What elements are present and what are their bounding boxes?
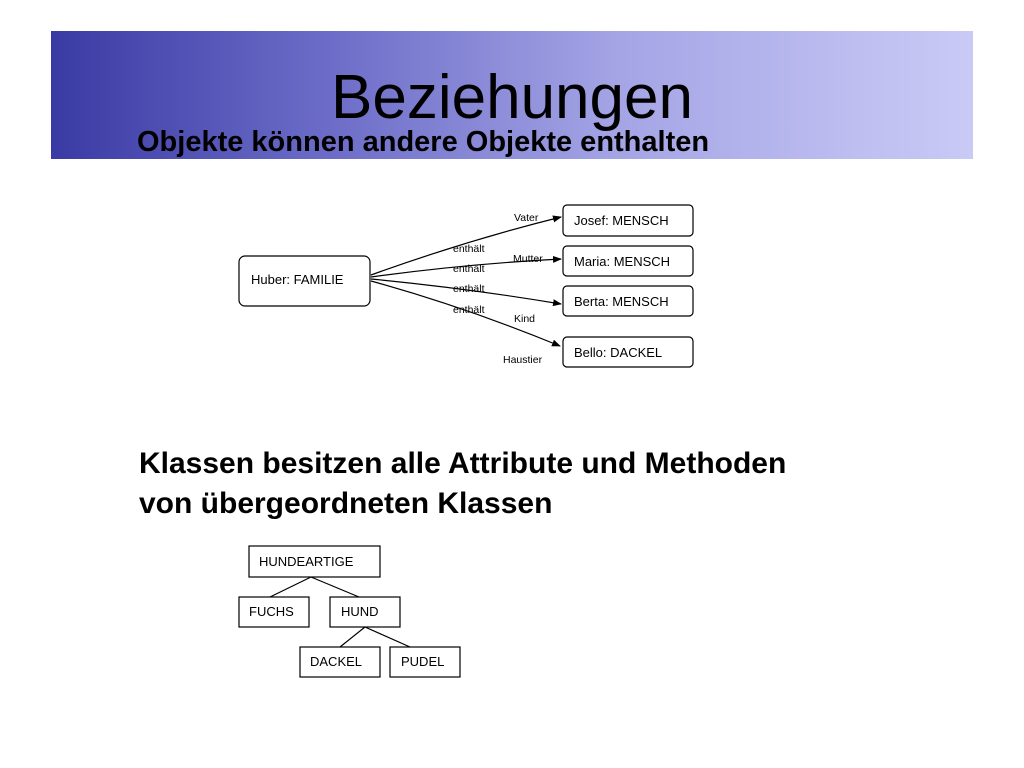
inheritance-heading-line-2: von übergeordneten Klassen bbox=[139, 487, 553, 520]
inheritance-diagram bbox=[239, 546, 460, 677]
edge-hundeartige-fuchs bbox=[270, 577, 311, 597]
role-label-vater: Vater bbox=[514, 212, 539, 224]
role-label-haustier: Haustier bbox=[503, 354, 543, 366]
role-label-mutter: Mutter bbox=[513, 253, 543, 265]
relation-label-4: enthält bbox=[453, 304, 485, 316]
edge-hundeartige-hund bbox=[311, 577, 359, 597]
node-hund-label: HUND bbox=[341, 604, 379, 619]
node-josef-mensch-label: Josef: MENSCH bbox=[574, 213, 669, 228]
composition-diagram bbox=[239, 205, 693, 367]
slide-subtitle: Objekte können andere Objekte enthalten bbox=[137, 126, 710, 158]
node-pudel-label: PUDEL bbox=[401, 654, 445, 669]
node-fuchs-label: FUCHS bbox=[249, 604, 294, 619]
relation-label-1: enthält bbox=[453, 243, 485, 255]
node-huber-familie-label: Huber: FAMILIE bbox=[251, 272, 344, 287]
inheritance-heading bbox=[139, 444, 959, 524]
node-berta-mensch-label: Berta: MENSCH bbox=[574, 294, 669, 309]
inheritance-heading-line-1: Klassen besitzen alle Attribute und Methoden bbox=[139, 447, 787, 480]
relation-label-2: enthält bbox=[453, 263, 485, 275]
node-maria-mensch-label: Maria: MENSCH bbox=[574, 254, 671, 269]
node-hundeartige-label: HUNDEARTIGE bbox=[259, 554, 354, 569]
node-bello-dackel-label: Bello: DACKEL bbox=[574, 345, 663, 360]
relation-label-3: enthält bbox=[453, 283, 485, 295]
node-dackel-label: DACKEL bbox=[310, 654, 363, 669]
edge-hund-pudel bbox=[365, 627, 410, 647]
slide-title: Beziehungen bbox=[331, 63, 693, 132]
edge-hund-dackel bbox=[340, 627, 365, 647]
role-label-kind: Kind bbox=[514, 313, 536, 325]
